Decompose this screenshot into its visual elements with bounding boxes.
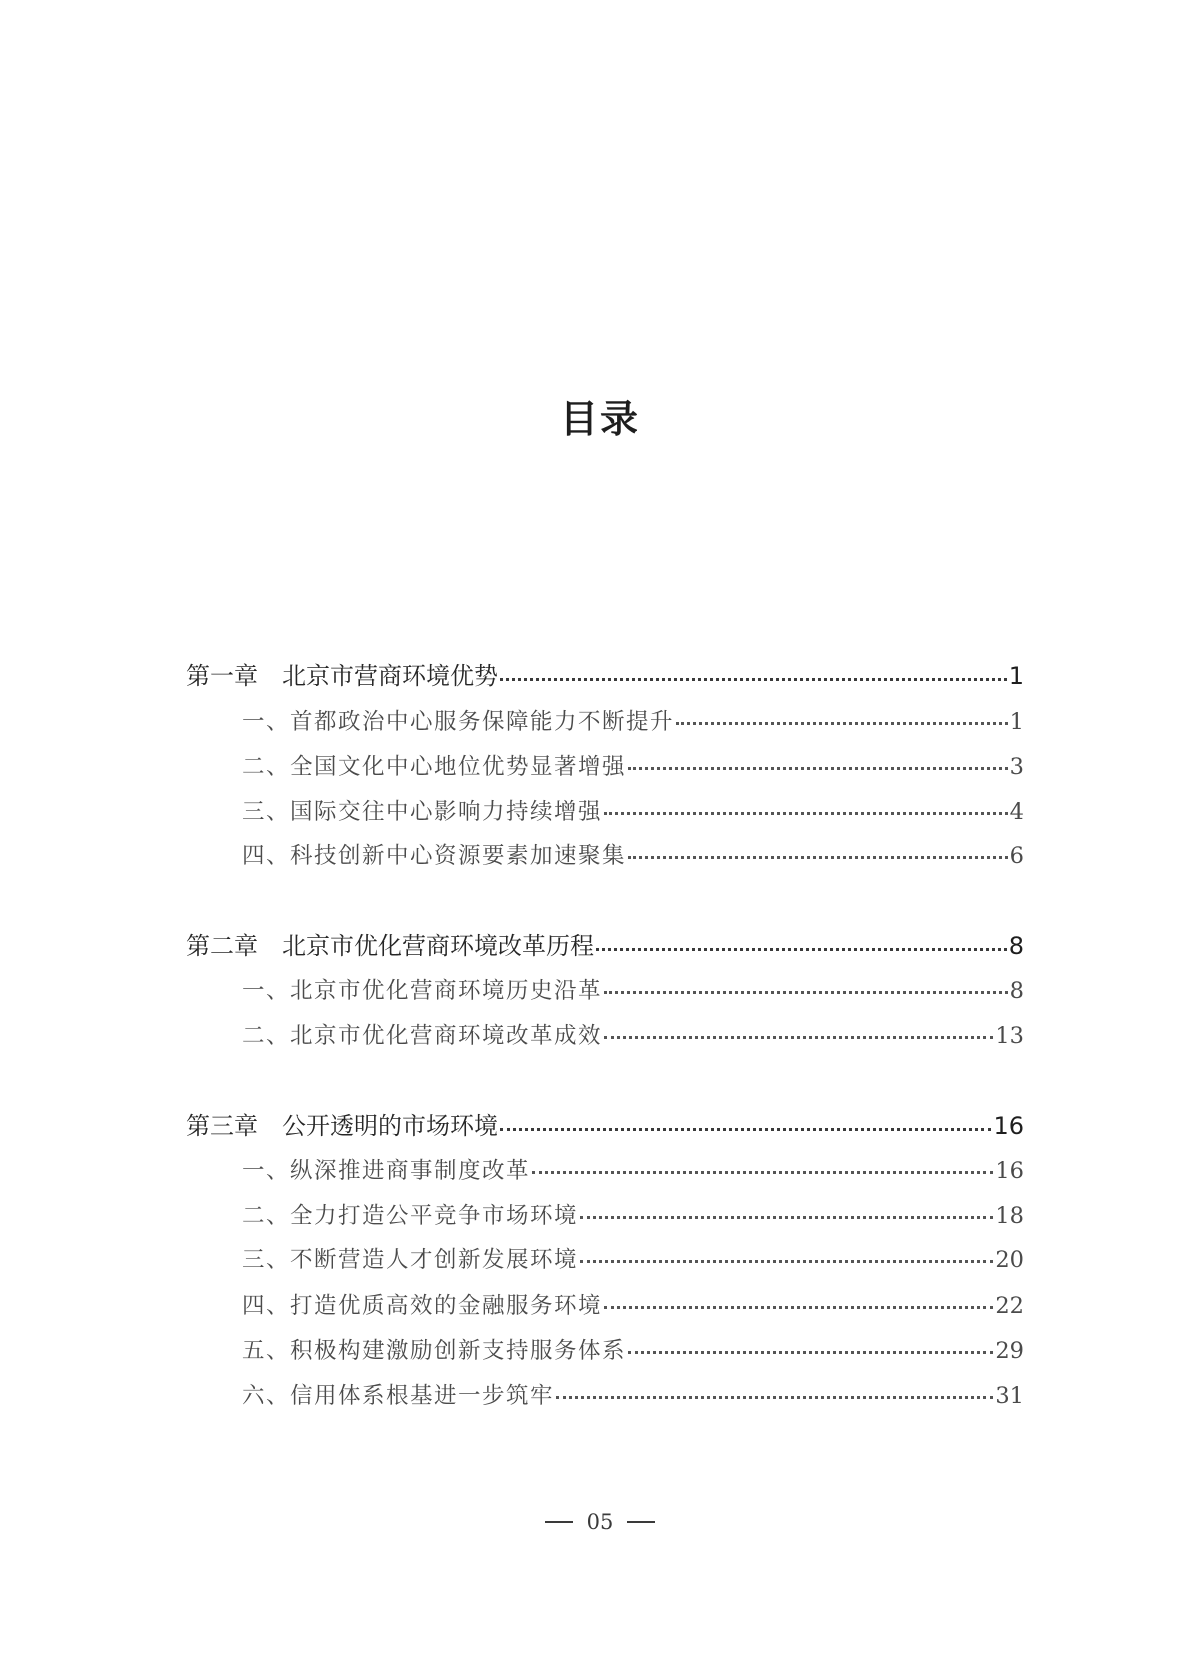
page-title: 目录 xyxy=(559,396,640,441)
dash-right xyxy=(627,1521,655,1523)
toc-section[interactable] xyxy=(242,1333,1024,1365)
chapter-title: 北京市营商环境优势 xyxy=(282,662,498,690)
toc-chapter-1[interactable] xyxy=(186,656,1024,691)
toc-section[interactable] xyxy=(242,704,1024,736)
section-title: 三、国际交往中心影响力持续增强 xyxy=(242,799,603,825)
section-title: 一、北京市优化营商环境历史沿革 xyxy=(242,978,603,1004)
page-number: 13 xyxy=(995,1023,1024,1049)
dot-leader xyxy=(500,678,1007,681)
dot-leader xyxy=(604,1306,993,1309)
page-number: 29 xyxy=(995,1338,1024,1364)
dot-leader xyxy=(604,812,1008,815)
page-number: 31 xyxy=(995,1383,1024,1409)
page-number: 1 xyxy=(1008,662,1024,690)
toc-section[interactable] xyxy=(242,1198,1024,1230)
footer-page-number: 05 xyxy=(586,1510,614,1534)
section-title: 四、打造优质高效的金融服务环境 xyxy=(242,1293,603,1319)
page-number: 18 xyxy=(995,1203,1024,1229)
page-footer xyxy=(0,1510,1200,1534)
section-title: 二、北京市优化营商环境改革成效 xyxy=(242,1023,603,1049)
toc-chapter-3[interactable] xyxy=(186,1106,1024,1141)
section-title: 二、全国文化中心地位优势显著增强 xyxy=(242,754,627,780)
page-number: 16 xyxy=(993,1112,1024,1140)
toc-section[interactable] xyxy=(242,1378,1024,1410)
dot-leader xyxy=(596,948,1007,951)
dot-leader xyxy=(628,856,1008,859)
page-number: 22 xyxy=(995,1293,1024,1319)
chapter-number: 第一章 xyxy=(186,662,258,690)
toc-section[interactable] xyxy=(242,1153,1024,1185)
page-number: 1 xyxy=(1009,709,1024,735)
section-title: 二、全力打造公平竞争市场环境 xyxy=(242,1203,579,1229)
toc-section[interactable] xyxy=(242,838,1024,870)
toc-section[interactable] xyxy=(242,1288,1024,1320)
dash-left xyxy=(545,1521,573,1523)
toc-section[interactable] xyxy=(242,1242,1024,1274)
dot-leader xyxy=(604,991,1008,994)
chapter-title: 北京市优化营商环境改革历程 xyxy=(282,932,594,960)
dot-leader xyxy=(556,1396,993,1399)
section-title: 四、科技创新中心资源要素加速聚集 xyxy=(242,843,627,869)
section-title: 六、信用体系根基进一步筑牢 xyxy=(242,1383,555,1409)
dot-leader xyxy=(580,1216,993,1219)
page-number: 20 xyxy=(995,1247,1024,1273)
page-number: 3 xyxy=(1009,754,1024,780)
dot-leader xyxy=(628,767,1008,770)
toc-section[interactable] xyxy=(242,794,1024,826)
dot-leader xyxy=(628,1351,993,1354)
page-number: 6 xyxy=(1009,843,1024,869)
dot-leader xyxy=(580,1260,993,1263)
section-title: 一、纵深推进商事制度改革 xyxy=(242,1158,531,1184)
page-number: 8 xyxy=(1008,932,1024,960)
section-title: 三、不断营造人才创新发展环境 xyxy=(242,1247,579,1273)
toc-section[interactable] xyxy=(242,973,1024,1005)
page-number: 16 xyxy=(995,1158,1024,1184)
toc-section[interactable] xyxy=(242,749,1024,781)
page-number: 4 xyxy=(1009,799,1024,825)
dot-leader xyxy=(500,1128,991,1131)
dot-leader xyxy=(532,1171,993,1174)
dot-leader xyxy=(604,1036,993,1039)
chapter-number: 第三章 xyxy=(186,1112,258,1140)
page-number: 8 xyxy=(1009,978,1024,1004)
chapter-title: 公开透明的市场环境 xyxy=(282,1112,498,1140)
toc-chapter-2[interactable] xyxy=(186,926,1024,961)
toc-section[interactable] xyxy=(242,1018,1024,1050)
section-title: 五、积极构建激励创新支持服务体系 xyxy=(242,1338,627,1364)
dot-leader xyxy=(676,722,1008,725)
section-title: 一、首都政治中心服务保障能力不断提升 xyxy=(242,709,675,735)
chapter-number: 第二章 xyxy=(186,932,258,960)
